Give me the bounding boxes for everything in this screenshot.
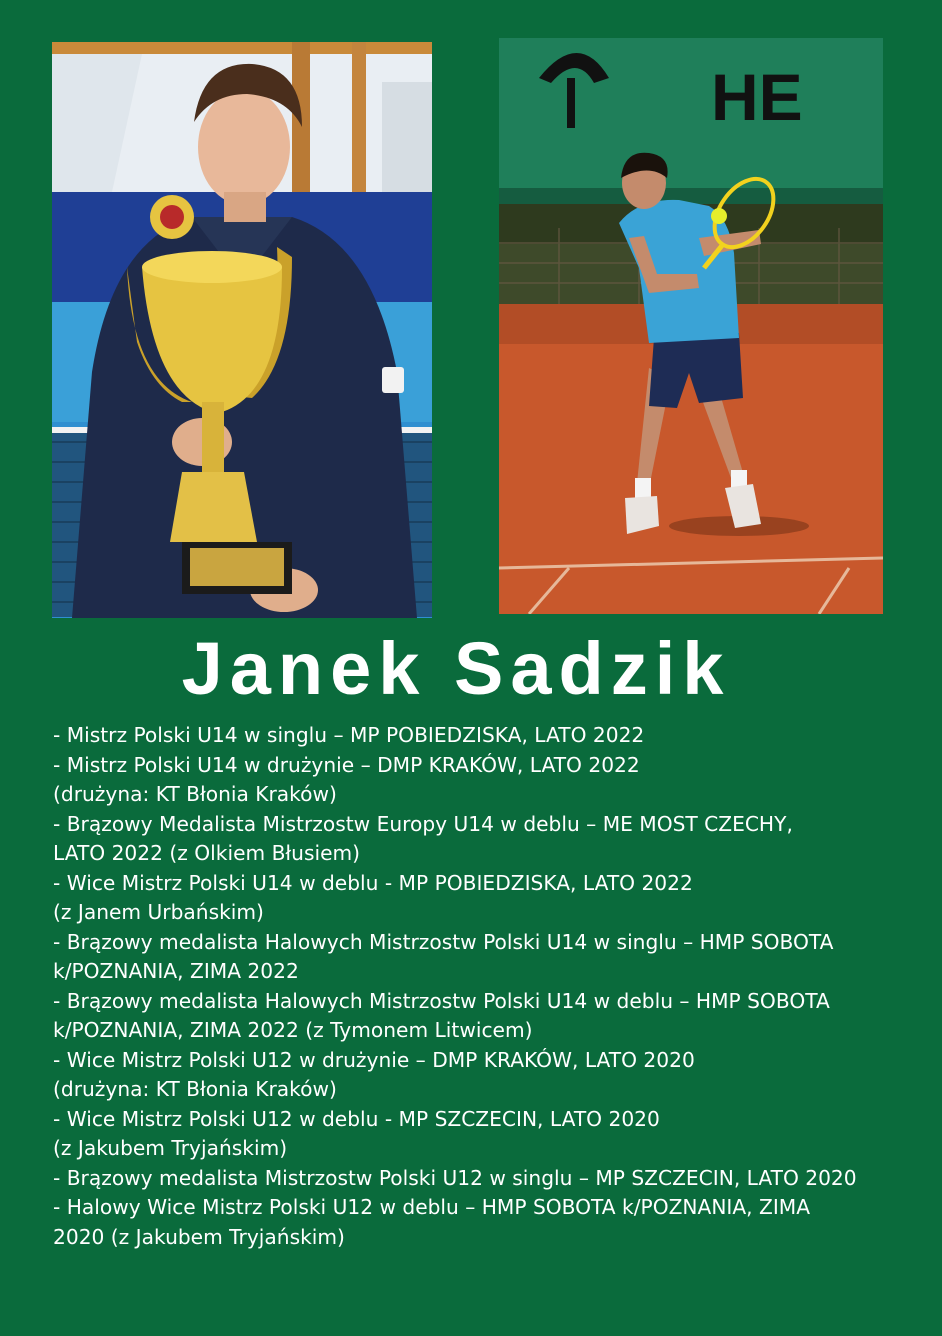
achievement-item: - Wice Mistrz Polski U12 w drużynie – DMP KRAKÓW, LATO 2020 (drużyna: KT Błonia Kraków) bbox=[53, 1047, 695, 1101]
tennis-action-photo-illustration bbox=[499, 38, 883, 614]
banner-text: HE bbox=[711, 60, 803, 134]
achievement-item: - Mistrz Polski U14 w singlu – MP POBIEDZISKA, LATO 2022 bbox=[53, 723, 645, 747]
athlete-name: Janek Sadzik bbox=[181, 627, 731, 710]
achievement-item: - Mistrz Polski U14 w drużynie – DMP KRAKÓW, LATO 2022 (drużyna: KT Błonia Kraków) bbox=[53, 752, 640, 806]
trophy-photo-illustration bbox=[52, 42, 432, 618]
achievement-item: - Brązowy Medalista Mistrzostw Europy U14 w deblu – ME MOST CZECHY, LATO 2022 (z Olkiem Błusiem) bbox=[53, 811, 793, 865]
achievement-item: - Halowy Wice Mistrz Polski U12 w deblu – HMP SOBOTA k/POZNANIA, ZIMA 2020 (z Jakubem Tryjańskim) bbox=[53, 1195, 811, 1249]
achievement-item: - Brązowy medalista Halowych Mistrzostw Polski U14 w deblu – HMP SOBOTA k/POZNANIA, ZIMA 2022 (z Tymonem Litwicem) bbox=[53, 988, 830, 1042]
trophy-photo bbox=[52, 42, 432, 618]
ball-icon bbox=[711, 208, 727, 224]
achievement-item: - Wice Mistrz Polski U12 w deblu - MP SZCZECIN, LATO 2020 (z Jakubem Tryjańskim) bbox=[53, 1106, 660, 1160]
achievements-list bbox=[53, 721, 913, 1252]
achievement-item: - Brązowy medalista Mistrzostw Polski U12 w singlu – MP SZCZECIN, LATO 2020 bbox=[53, 1165, 857, 1190]
achievement-item: - Wice Mistrz Polski U14 w deblu - MP POBIEDZISKA, LATO 2022 (z Janem Urbańskim) bbox=[53, 870, 693, 924]
tennis-action-photo bbox=[499, 38, 883, 614]
achievement-item: - Brązowy medalista Halowych Mistrzostw Polski U14 w singlu – HMP SOBOTA k/POZNANIA, ZIMA 2022 bbox=[53, 929, 834, 983]
